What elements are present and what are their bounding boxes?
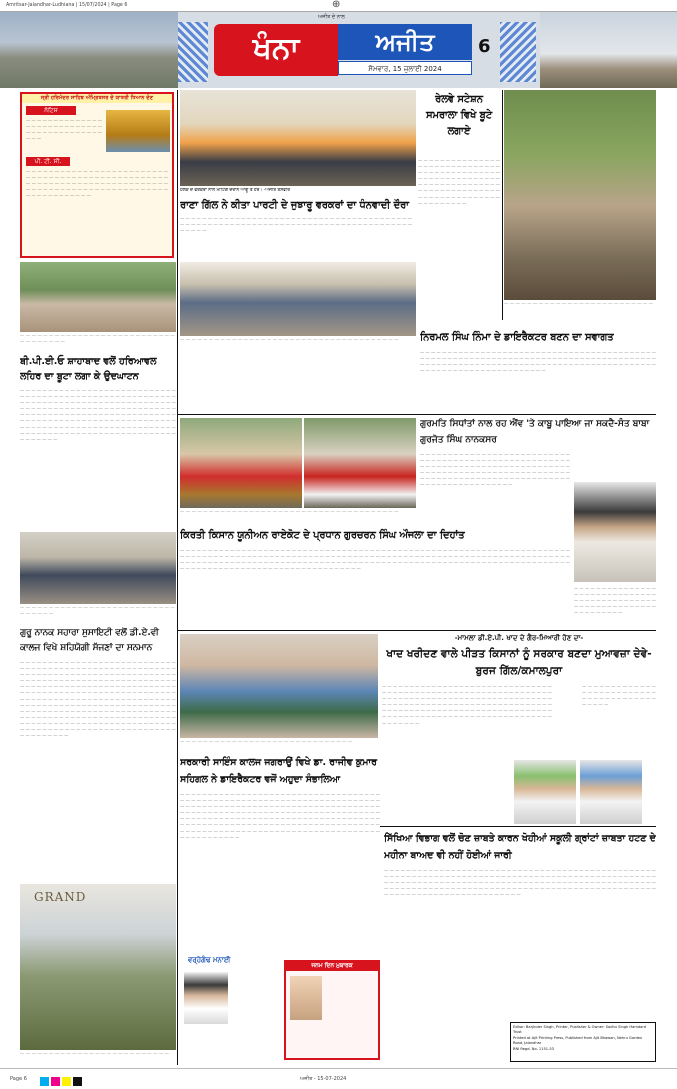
body-s2: — — — — — — — — — — — — — — — — — — — — — — — — — — — — — — — — — — — — — — — — — — — — — — — — — — — — — — — — — — — — — — — — — — — — — — — — — — — — — — — — — — — — — — — — — — — — — — — — — — — — — — — — — — — — — — — — — — <box>418 158 500 206</box>
masthead-photo-left <box>0 12 178 88</box>
headline-s7: ਗੁਰੂ ਨਾਨਕ ਸਹਾਰਾ ਸੁਸਾਇਟੀ ਵਲੋਂ ਡੀ.ਏ.ਵੀ ਕਾਲਜ ਵਿਖੇ ਸ਼ਹਿਯੋਗੀ ਸੱਜਣਾਂ ਦਾ ਸਨਮਾਨ <box>20 628 159 653</box>
body-s4: — — — — — — — — — — — — — — — — — — — — — — — — — — — — — — — — — — — — — — — — — — — — — — — — — — — — — — — — — — — — — — — — — — — — — — — — — — — — — — — — — — — — — — — — — — — — — — — — — — — — — — — — — — — — — — — — — — — — — — — — — — — — — — — — — — — — — — — — — — — — — — — — — — — — — — — — <box>420 350 656 374</box>
masthead-photo-right <box>540 12 677 88</box>
headline-s3: ਬੀ.ਪੀ.ਈ.ਓ ਸ਼ਾਹਾਬਾਦ ਵਲੋਂ ਹਰਿਆਵਲ ਲਹਿਰ ਦਾ ਬੂਟਾ ਲਗਾ ਕੇ ਉਦਘਾਟਨ <box>20 356 157 382</box>
cmyk-yellow <box>62 1077 71 1086</box>
photo-group-left-2 <box>20 532 176 604</box>
cmyk-bar <box>40 1075 84 1089</box>
photo-procession-1 <box>180 418 302 508</box>
photo-tree-planting <box>504 90 656 300</box>
photo-elder <box>184 972 228 1024</box>
headline-s9: ਸਰਕਾਰੀ ਸਾਇੰਸ ਕਾਲਜ ਜਗਰਾਉਂ ਵਿਖੇ ਡਾ. ਰਾਜੀਵ ਕੁਮਾਰ ਸਹਿਗਲ ਨੇ ਡਾਇਰੈਕਟਰ ਵਜੋਂ ਅਹੁਦਾ ਸੰਭਾਲਿਆ <box>180 757 377 785</box>
column-rule-1 <box>177 90 178 1065</box>
grand-banner: GRAND <box>34 890 87 904</box>
masthead-title-left-text: ਖੰਨਾ <box>252 31 300 66</box>
top-strip-text: Amritsar-Jalandhar-Ludhiana | 15/07/2024 | Page 6 <box>6 3 128 8</box>
imprint-line-2: Printed at Ajit Printing Press, Published from Ajit Bhawan, Nehru Garden Road, Jalandhar <box>513 1035 643 1046</box>
footer <box>0 1068 677 1089</box>
ad-box-body-2: — — — — — — — — — — — — — — — — — — — — — — — — — — — — — — — — — — — — — — — — — — — — — — — — — — — — — — — — — — — — — — — — — — — — — — — — — — — — — — — — — — — — — — — — — — — — — — — — — — — — — — — — — — — — — — — — <box>26 169 168 199</box>
masthead-title-left <box>214 24 338 76</box>
body-s8: — — — — — — — — — — — — — — — — — — — — — — — — — — — — — — — — — — — — — — — — — — — — — — — — — — — — — — — — — — — — — — — — — — — — — — — — — — — — — — — — — — — — — — — — — — — — — — — — — — — — — — — — — — — — — — — — — — — — — — — — — — — — — — — — — — — — — — — — — — — — — — — — — — — — — — — — — — — — — — — — — — — — — — — — — — — — — — — — — — — — — — — — — — — — — — — — — <box>382 684 552 726</box>
body-s9: — — — — — — — — — — — — — — — — — — — — — — — — — — — — — — — — — — — — — — — — — — — — — — — — — — — — — — — — — — — — — — — — — — — — — — — — — — — — — — — — — — — — — — — — — — — — — — — — — — — — — — — — — — — — — — — — — — — — — — — — — — — — — — — — — — — — — — — — — — — — — — — — — — — — — — — — — — — — — — — — — — — — — — — — — — — — — — — — — — — — — — — — — — — — — — — — — — — — — — — — — — — — — — — — — — — — — — — — — — — — — — — — — — — — — — — — — — — — — — — — — — — — — — — — — — — — — — — — — — — — — — — <box>180 792 380 840</box>
cmyk-magenta <box>51 1077 60 1086</box>
masthead <box>0 12 677 88</box>
top-strip <box>0 0 677 12</box>
headline-s2: ਰੇਲਵੇ ਸਟੇਸ਼ਨ ਸਮਰਾਲਾ ਵਿਖੇ ਬੂਟੇ ਲਗਾਏ <box>426 94 492 137</box>
headline-s5: ਗੁਰਮਤਿ ਸਿਧਾਂਤਾਂ ਨਾਲ ਰਹ ਐਂਵ 'ਤੇ ਕਾਬੂ ਪਾਇਆ ਜਾ ਸਕਦੈ-ਸੰਤ ਬਾਬਾ ਗੁਰਜੋਤ ਸਿੰਘ ਨਾਨਕਸਰ <box>420 419 650 445</box>
photo-meeting <box>180 90 416 186</box>
photo-leader-2 <box>580 760 642 824</box>
headline-s10: ਸਿੱਖਿਆ ਵਿਭਾਗ ਵਲੋਂ ਚੋਣ ਜ਼ਾਬਤੇ ਕਾਰਨ ਖੋਹੀਆਂ ਸਕੂਲੀ ਗ੍ਰਾਂਟਾਂ ਜ਼ਾਬਤਾ ਹਟਣ ਦੇ ਮਹੀਨਾ ਬਾਅਦ ਵੀ ਨਹੀਂ ਹੋਈਆਂ ਜਾਰੀ <box>384 833 656 861</box>
body-s8-right: — — — — — — — — — — — — — — — — — — — — — — — — — — — — — — — — — — — — — — — — — — — — <box>582 684 656 708</box>
masthead-kicker: ਅਜੀਤ ਦੇ ਨਾਲ <box>318 14 345 20</box>
ad-box-temple-image <box>106 110 170 152</box>
photo-group-left <box>20 262 176 332</box>
masthead-title-right-text: ਅਜੀਤ <box>375 28 435 56</box>
body-s5: — — — — — — — — — — — — — — — — — — — — — — — — — — — — — — — — — — — — — — — — — — — — — — — — — — — — — — — — — — — — — — — — — — — — — — — — — — — — — — — — — — — — — — — — — — — — — — — — — — — — — — — — — — — — — — — — — — — — — — — — — — — — — — — — — — — — — — — — — — — — — — — — — — — — — — — — <box>420 452 570 488</box>
photo-group-center <box>180 262 416 336</box>
kicker-s8: -ਮਾਮਲਾ ਡੀ.ਏ.ਪੀ. ਖਾਦ ਦੇ ਗੈਰ-ਮਿਆਰੀ ਹੋਣ ਦਾ- <box>454 634 584 642</box>
section-rule-1 <box>178 414 656 415</box>
masthead-date: ਸੋਮਵਾਰ, 15 ਜੁਲਾਈ 2024 <box>338 61 472 75</box>
caption-procession: — — — — — — — — — — — — — — — — — — — — — — — — — — — — — — — — — — — — — — <box>180 510 399 515</box>
ad-box-title: ਸ੍ਰੀ ਹਰਿਮੰਦਰ ਸਾਹਿਬ ਅੰਮ੍ਰਿਤਸਰ ਦੇ ਯਾਤਰੀ ਧਿਆਨ ਦੇਣ <box>22 94 172 103</box>
section-rule-2 <box>178 630 656 631</box>
masthead-pattern-right <box>500 22 536 82</box>
caption-tree-planting: — — — — — — — — — — — — — — — — — — — — — — — — — — <box>504 302 654 307</box>
registration-mark-icon: ⊕ <box>332 0 341 10</box>
photo-sant <box>574 482 656 582</box>
imprint-regn: RNI Regd. No. 1151-53 <box>513 1046 554 1051</box>
ad-box <box>20 92 174 258</box>
photo-ceremony <box>180 634 378 738</box>
caption-photo-group-left: — — — — — — — — — — — — — — — — — — — — — — — — — — — — — — — — — — — <box>20 334 175 345</box>
caption-photo-group-left-2: — — — — — — — — — — — — — — — — — — — — — — — — — — — — — — — — — <box>20 606 175 617</box>
headline-s6: ਕਿਰਤੀ ਕਿਸਾਨ ਯੂਨੀਅਨ ਰਾਏਕੋਟ ਦੇ ਪ੍ਰਧਾਨ ਗੁਰਚਰਨ ਸਿੰਘ ਔਜਲਾ ਦਾ ਦਿਹਾਂਤ <box>180 530 465 541</box>
column-rule-2 <box>502 90 503 320</box>
body-s7: — — — — — — — — — — — — — — — — — — — — — — — — — — — — — — — — — — — — — — — — — — — — — — — — — — — — — — — — — — — — — — — — — — — — — — — — — — — — — — — — — — — — — — — — — — — — — — — — — — — — — — — — — — — — — — — — — — — — — — — — — — — — — — — — — — — — — — — — — — — — — — — — — — — — — — — — — — — — — — — — — — — — — — — — — — — — — — — — — — — — — — — — — — — — — — — — — — — — — — — — — — — — — — — — — — — — — — — — — — — — — — — — — — — — — — — — — — — — — — — — — — — — — — — — — — — — — — — — — — — — — — — — — — — — — — — — — — — — — — — — — — — — — — — — — — — — — — — — — — — — — — — — — — — — — — — — — — — — — — — — — — — — — — — — — — — — — — — — — — — — — — — — — <box>20 660 176 739</box>
caption-photo-group-center: — — — — — — — — — — — — — — — — — — — — — — — — — — — — — — — — — — — — — — <box>180 338 399 343</box>
headline-s1: ਰਾਣਾ ਗਿੱਲ ਨੇ ਕੀਤਾ ਪਾਰਟੀ ਦੇ ਜੁਝਾਰੂ ਵਰਕਰਾਂ ਦਾ ਧੰਨਵਾਦੀ ਦੌਰਾ <box>180 200 409 211</box>
masthead-title-right <box>338 24 472 60</box>
photo-grand <box>20 884 176 1050</box>
imprint-line-1: Editor: Barjinder Singh, Printer, Publisher & Owner: Sadhu Singh Hamdard Trust <box>513 1025 647 1035</box>
page-number: 6 <box>478 36 491 57</box>
photo-leader-1 <box>514 760 576 824</box>
ad-box-tag-1: ਨੋਟਿਸ <box>26 106 76 115</box>
caption-ceremony: — — — — — — — — — — — — — — — — — — — — — — — — — — — — — — <box>180 740 353 745</box>
birthday-photo <box>290 976 322 1020</box>
footer-right: ਅਜੀਤ - 15-07-2024 <box>300 1076 347 1082</box>
section-rule-3 <box>380 826 656 827</box>
ad-box-tag-2: ਪੀ. ਟੀ. ਸੀ. <box>26 157 70 166</box>
body-s3: — — — — — — — — — — — — — — — — — — — — — — — — — — — — — — — — — — — — — — — — — — — — — — — — — — — — — — — — — — — — — — — — — — — — — — — — — — — — — — — — — — — — — — — — — — — — — — — — — — — — — — — — — — — — — — — — — — — — — — — — — — — — — — — — — — — — — — — — — — — — — — — — — — — — — — — — — — — — — — — — — — — — — — — — — — — — — — — — — — — — — — — — — — — — — — — — — — — — — — — — — — — — — — — — — — — — — — — — — — — — — — — — — — — — — — — <box>20 388 176 442</box>
ad-box-body-1: — — — — — — — — — — — — — — — — — — — — — — — — — — — — — — — — — — — — — — — — — — — — — <box>26 118 102 142</box>
birthday-box <box>284 960 380 1060</box>
headline-s4: ਨਿਰਮਲ ਸਿੰਘ ਨਿੰਮਾ ਦੇ ਡਾਇਰੈਕਟਰ ਬਣਨ ਦਾ ਸਵਾਗਤ <box>420 332 614 343</box>
imprint-box <box>510 1022 656 1062</box>
footer-left: Page 6 <box>10 1076 27 1082</box>
headline-s8: ਖਾਦ ਖਰੀਦਣ ਵਾਲੇ ਪੀੜਤ ਕਿਸਾਨਾਂ ਨੂੰ ਸਰਕਾਰ ਬਣਦਾ ਮੁਆਵਜ਼ਾ ਦੇਵੇ-ਬੁਰਜ ਗਿੱਲ/ਕਮਾਲਪੁਰਾ <box>386 648 652 677</box>
body-s5-continued: — — — — — — — — — — — — — — — — — — — — — — — — — — — — — — — — — — — — — — — — — — — — — — — — — — — — — — — — — — — — — — — — — — — — — <box>574 586 656 616</box>
birthday-badge: ਜਨਮ ਦਿਨ ਮੁਬਾਰਕ <box>286 962 378 971</box>
birthday-title: ਵਰ੍ਹੇਗੰਢ ਮਨਾਈ <box>188 956 231 964</box>
caption-photo-grand: — — — — — — — — — — — — — — — — — — — — — — — — — — <box>20 1052 170 1057</box>
photo-procession-2 <box>304 418 416 508</box>
cmyk-black <box>73 1077 82 1086</box>
cmyk-cyan <box>40 1077 49 1086</box>
body-s6: — — — — — — — — — — — — — — — — — — — — — — — — — — — — — — — — — — — — — — — — — — — — — — — — — — — — — — — — — — — — — — — — — — — — — — — — — — — — — — — — — — — — — — — — — — — — — — — — — — — — — — — — — — — — — — — — — — — — — — — — — — — — — — — — — — — — — — — — — — — — — — — — — — — — — — — — — — — — — — — — — — — — — — — — — — — — — — — — — — — — — — — — — — — — — — — — — — — — — — — — — — — — — — — — — — — — — — — — — — — — — — — — — — — — — — — — — — — — — — — — — — — <box>180 548 570 572</box>
caption-s1: ਹਲਕੇ ਦੇ ਵਰਕਰਾਂ ਨਾਲ ਮੀਟਿੰਗ ਦੌਰਾਨ ਆਗੂ ਤੇ ਹੋਰ। -ਅਜੀਤ ਤਸਵੀਰ <box>180 188 290 193</box>
body-s10: — — — — — — — — — — — — — — — — — — — — — — — — — — — — — — — — — — — — — — — — — — — — — — — — — — — — — — — — — — — — — — — — — — — — — — — — — — — — — — — — — — — — — — — — — — — — — — — — — — — — — — — — — — — — — — — — — — — — — — — — — — — — — — — — — — — — — — — — — — — — — — — — — — — — — — — — — — — — — — — — — — — — — — — — — — — — — — — — — — — — — — — — — — — — — — — — — — — — — — — — — — — — — — — — — — — — — — — — — — — — — <box>384 868 656 898</box>
masthead-pattern-left <box>178 22 208 82</box>
body-s1: — — — — — — — — — — — — — — — — — — — — — — — — — — — — — — — — — — — — — — — — — — — — — — — — — — — — — — — — — — — — — — — — — — — — — — — — — — — — — — — — — — — — — — — — — <box>180 216 412 234</box>
